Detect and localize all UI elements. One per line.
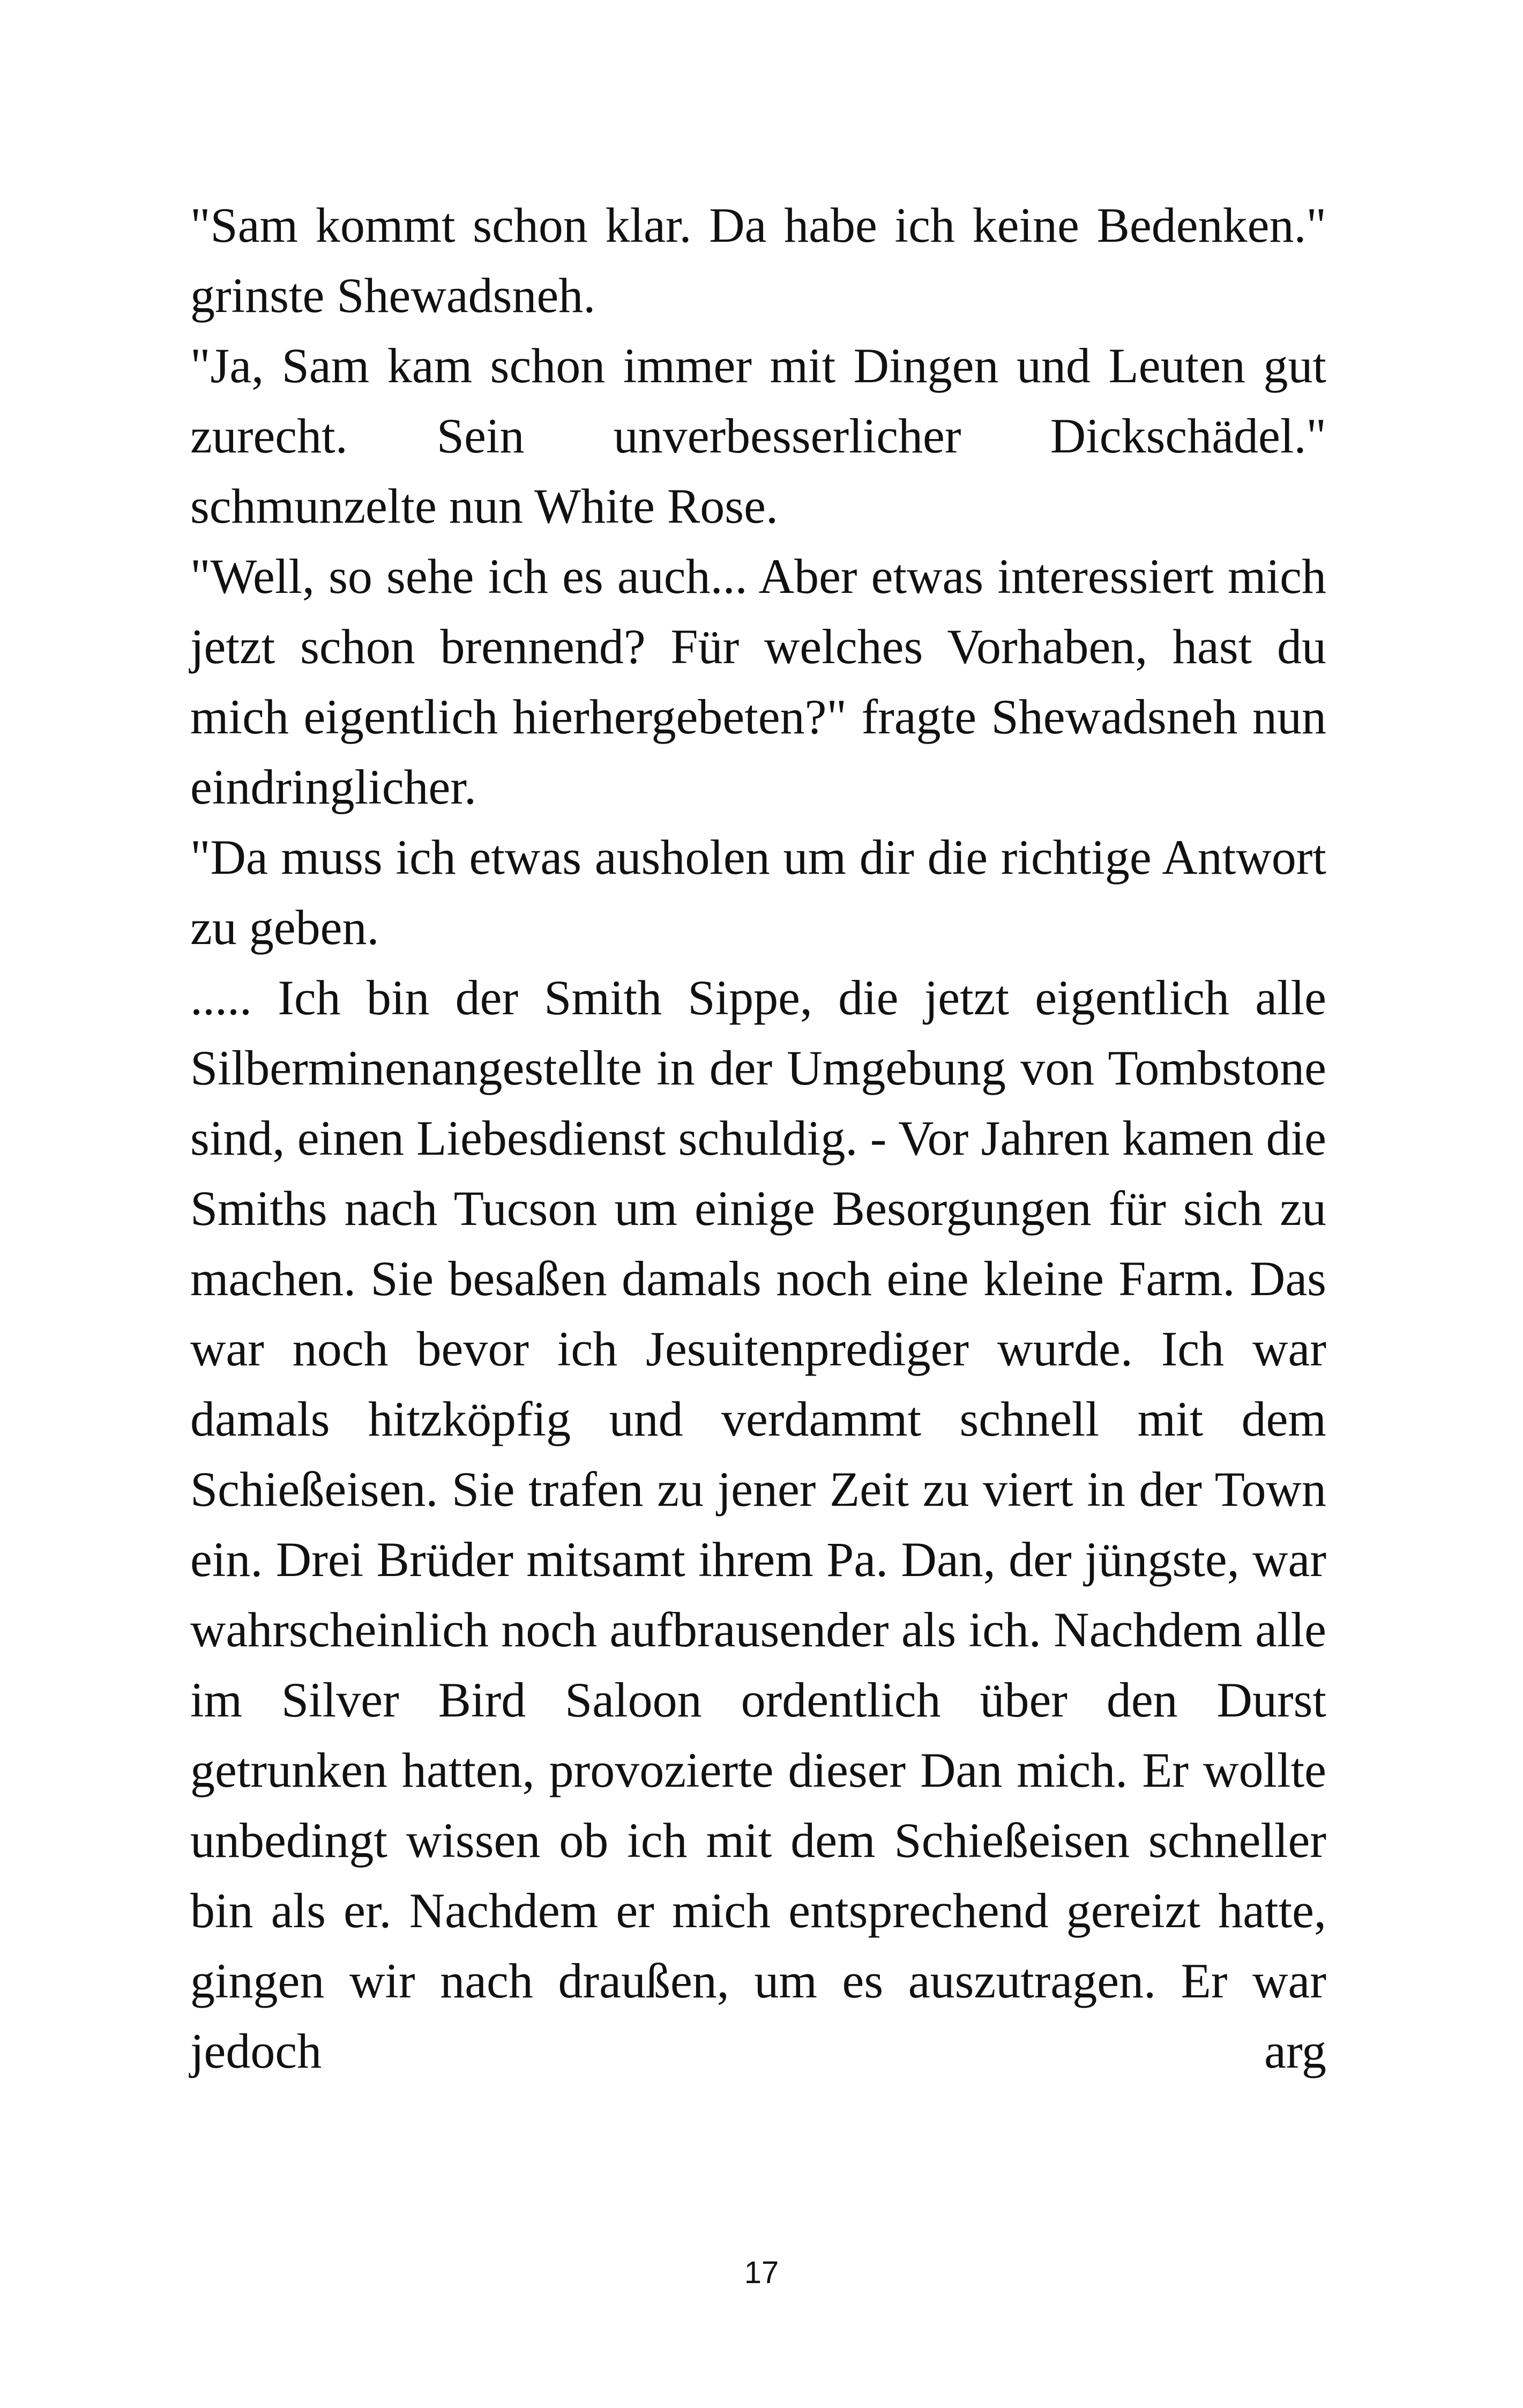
paragraph: "Ja, Sam kam schon immer mit Dingen und Leuten gut zurecht. Sein unverbesserlicher Dickschädel." schmunzelte nun White Rose. — [190, 338, 1326, 533]
paragraph: "Da muss ich etwas ausholen um dir die richtige Antwort zu geben. — [190, 830, 1326, 955]
paragraph: "Well, so sehe ich es auch... Aber etwas interessiert mich jetzt schon brennend? Für welches Vorhaben, hast du mich eigentlich hierhergebeten?" fragte Shewadsneh nun eindringlicher. — [190, 549, 1326, 814]
page-number: 17 — [744, 2255, 779, 2290]
body-text — [190, 190, 1326, 2086]
paragraph: "Sam kommt schon klar. Da habe ich keine Bedenken." grinste Shewadsneh. — [190, 198, 1326, 323]
paragraph: ..... Ich bin der Smith Sippe, die jetzt eigentlich alle Silberminenangestellte in der Umgebung von Tombstone sind, einen Liebesdienst schuldig. - Vor Jahren kamen die Smiths nach Tucson um einige Besorgungen für sich zu machen. Sie besaßen damals noch eine kleine Farm. Das war noch bevor ich Jesuitenprediger wurde. Ich war damals hitzköpfig und verdammt schnell mit dem Schießeisen. Sie trafen zu jener Zeit zu viert in der Town ein. Drei Brüder mitsamt ihrem Pa. Dan, der jüngste, war wahrscheinlich noch aufbrausender als ich. Nachdem alle im Silver Bird Saloon ordentlich über den Durst getrunken hatten, provozierte dieser Dan mich. Er wollte unbedingt wissen ob ich mit dem Schießeisen schneller bin als er. Nachdem er mich entsprechend gereizt hatte, gingen wir nach draußen, um es auszutragen. Er war jedoch arg — [190, 970, 1326, 2078]
